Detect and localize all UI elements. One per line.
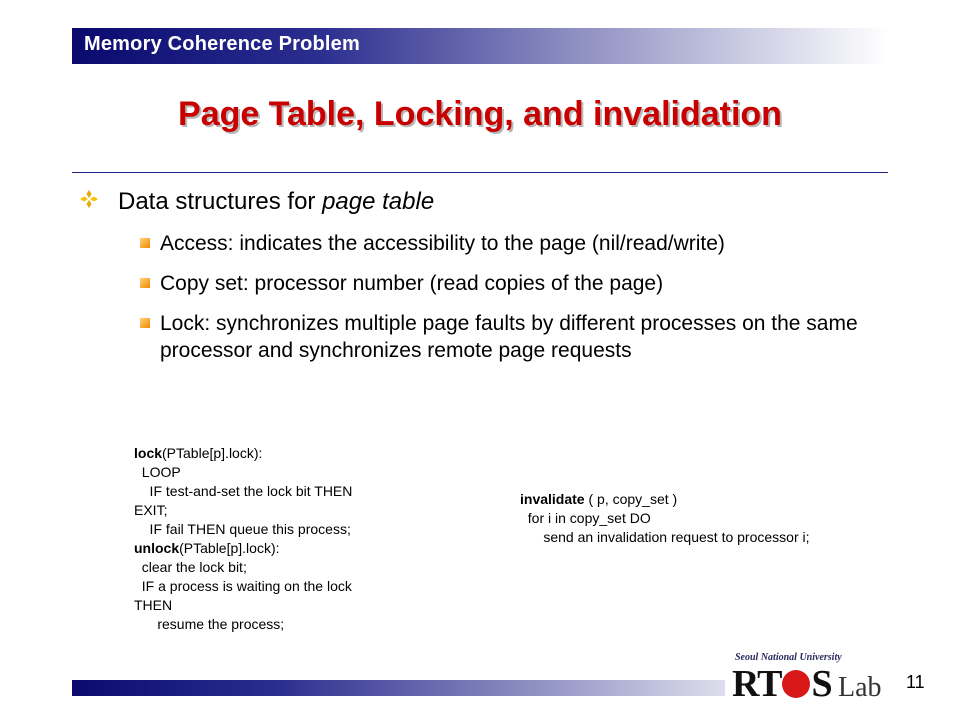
- code-line: (PTable[p].lock):: [162, 445, 263, 461]
- code-line: (PTable[p].lock):: [179, 540, 280, 556]
- unlock-keyword: unlock: [134, 540, 180, 556]
- invalidate-keyword: invalidate: [520, 491, 585, 507]
- code-line: THEN: [134, 597, 173, 613]
- bullet-data-structures: [118, 188, 434, 216]
- logo-rt: RT: [732, 663, 782, 705]
- title-divider: [72, 172, 888, 173]
- logo-lab-text: Lab: [838, 672, 882, 703]
- logo-s: S: [811, 663, 832, 705]
- page-number: 11: [906, 672, 925, 692]
- square-bullet-icon: [140, 238, 150, 248]
- square-bullet-icon: [140, 318, 150, 328]
- lock-unlock-pseudocode: [134, 444, 352, 634]
- bullet-copy-set: Copy set: processor number (read copies of the page): [160, 272, 664, 295]
- lock-keyword: lock: [134, 445, 163, 461]
- code-line: send an invalidation request to processor i;: [520, 529, 810, 545]
- bullet-access: Access: indicates the accessibility to the page (nil/read/write): [160, 232, 725, 255]
- section-title: Memory Coherence Problem: [84, 33, 360, 55]
- code-line: LOOP: [134, 464, 181, 480]
- code-line: EXIT;: [134, 502, 168, 518]
- invalidate-pseudocode: [520, 490, 810, 547]
- code-line: clear the lock bit;: [134, 559, 247, 575]
- diamond-bullet-icon: [80, 190, 98, 208]
- logo-university-text: Seoul National University: [735, 652, 842, 663]
- code-line: ( p, copy_set ): [584, 491, 678, 507]
- slide-title: Page Table, Locking, and invalidation: [178, 95, 782, 133]
- logo-rtos-text: [732, 662, 832, 706]
- bullet-lock: Lock: synchronizes multiple page faults by different processes on the same processor and synchronizes remote page requests: [160, 312, 858, 362]
- bullet-emphasis: page table: [322, 188, 435, 215]
- code-line: IF test-and-set the lock bit THEN: [134, 483, 353, 499]
- code-line: IF a process is waiting on the lock: [134, 578, 352, 594]
- code-line: resume the process;: [134, 616, 285, 632]
- square-bullet-icon: [140, 278, 150, 288]
- bullet-text: Data structures for: [118, 188, 323, 215]
- code-line: IF fail THEN queue this process;: [134, 521, 351, 537]
- logo-red-o-icon: [781, 669, 811, 699]
- code-line: for i in copy_set DO: [520, 510, 651, 526]
